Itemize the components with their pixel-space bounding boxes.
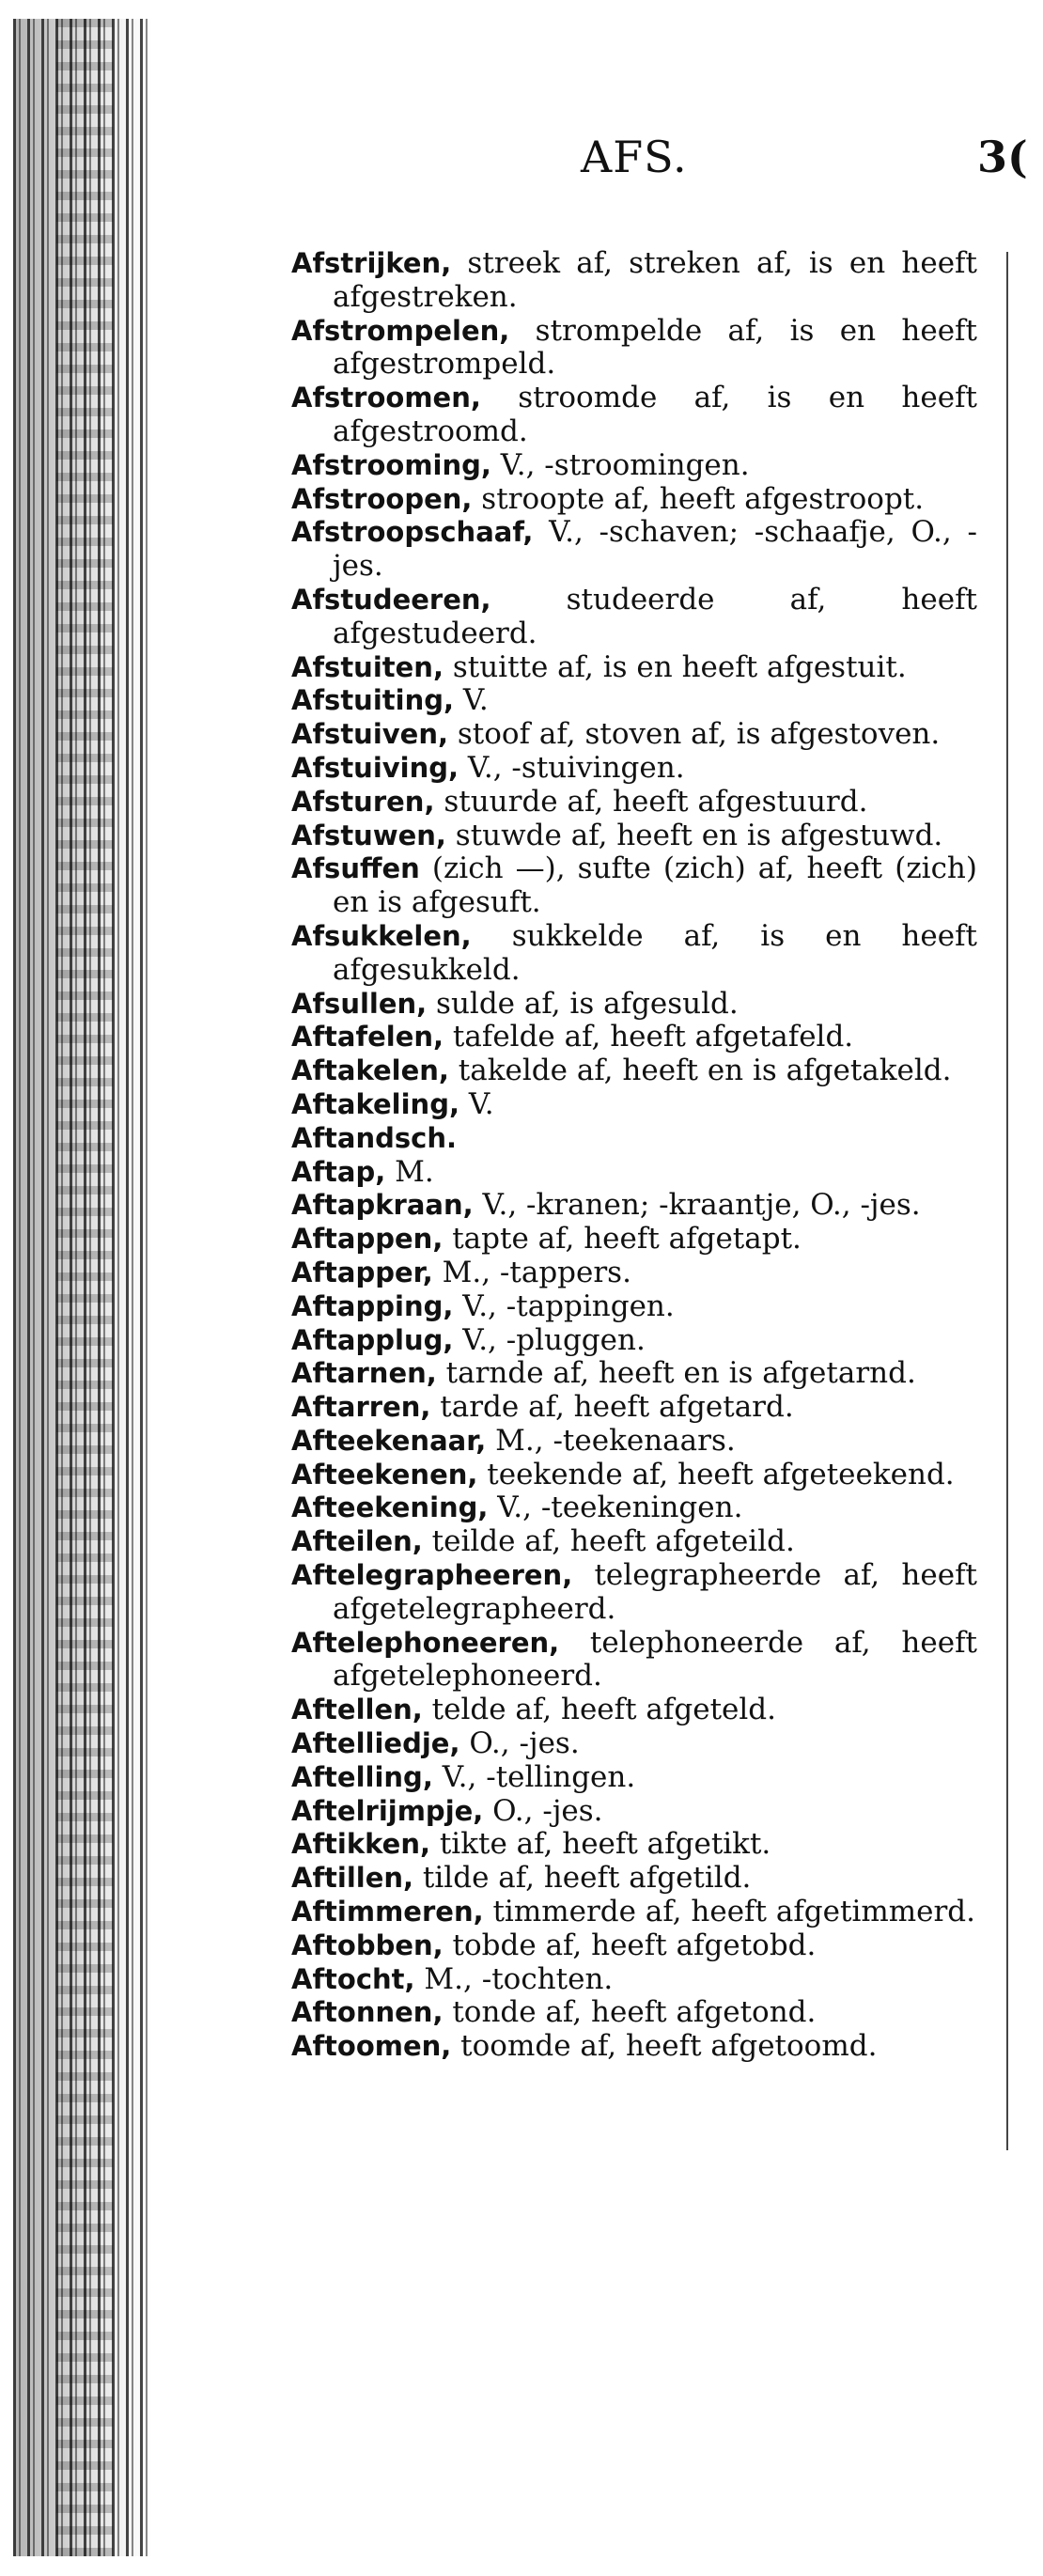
entry-definition: telde af, heeft afgeteld. (422, 1693, 776, 1727)
entry-headword: Aftapper, (291, 1256, 433, 1288)
entry-definition: telephoneerde af, heeft afgetelephoneerd. (333, 1625, 977, 1694)
entry-headword: Afstuiten, (291, 650, 444, 683)
entry-headword: Aftappen, (291, 1223, 444, 1256)
dictionary-entry (291, 1491, 977, 1525)
entry-definition: V., -tellingen. (432, 1759, 636, 1794)
dictionary-entry (291, 1021, 977, 1054)
dictionary-entry (291, 1324, 977, 1358)
entry-headword: Aftafelen, (291, 1021, 444, 1054)
entry-definition: streek af, streken af, is en heeft afgestreken. (333, 246, 977, 314)
dictionary-entry (291, 2030, 977, 2064)
entry-headword: Aftandsch. (291, 1121, 458, 1154)
entry-definition: V. (459, 1086, 494, 1121)
dictionary-entry (291, 852, 977, 920)
dictionary-entry (291, 382, 977, 449)
entry-headword: Aftelephoneeren, (291, 1626, 560, 1659)
entry-headword: Aftapping, (291, 1289, 454, 1322)
page-number: 3( (977, 132, 1028, 182)
entry-definition: tapte af, heeft afgetapt. (443, 1222, 802, 1257)
entry-definition: O., -jes. (459, 1726, 580, 1761)
entry-definition: M., -tappers. (432, 1255, 631, 1289)
entry-definition: strompelde af, is en heeft afgestrompeld. (333, 313, 977, 382)
entry-headword: Aftobben, (291, 1928, 444, 1961)
dictionary-entry (291, 1290, 977, 1324)
dictionary-entry (291, 1459, 977, 1492)
entry-definition: takelde af, heeft en is afgetakeld. (448, 1054, 952, 1088)
entry-definition: V., -pluggen. (453, 1322, 646, 1357)
entry-definition: toomde af, heeft afgetoomd. (451, 2029, 878, 2064)
entry-headword: Afstudeeren, (291, 583, 491, 616)
entry-definition: tobde af, heeft afgetobd. (443, 1928, 817, 1962)
entry-headword: Afsullen, (291, 987, 428, 1020)
entry-headword: Aftapkraan, (291, 1189, 474, 1222)
entry-headword: Afstuiving, (291, 751, 459, 784)
entry-definition: stoof af, stoven af, is afgestoven. (448, 717, 941, 752)
entry-headword: Afteilen, (291, 1525, 423, 1558)
dictionary-entry (291, 1425, 977, 1459)
entry-headword: Aftikken, (291, 1828, 430, 1861)
entry-headword: Aftelrijmpje, (291, 1794, 484, 1827)
dictionary-entry (291, 1694, 977, 1727)
entry-headword: Aftelliedje, (291, 1727, 460, 1760)
entry-definition: stuwde af, heeft en is afgestuwd. (445, 818, 943, 852)
entry-definition: tafelde af, heeft afgetafeld. (444, 1020, 854, 1054)
page-header (0, 132, 1043, 188)
dictionary-entry (291, 1828, 977, 1862)
entry-headword: Afstrompelen, (291, 314, 510, 347)
entry-headword: Afstroomen, (291, 382, 481, 414)
dictionary-entry (291, 483, 977, 517)
entry-headword: Afsturen, (291, 785, 435, 818)
entry-headword: Afstuiven, (291, 718, 449, 751)
dictionary-entry (291, 1996, 977, 2030)
entry-definition: stuurde af, heeft afgestuurd. (434, 784, 868, 819)
entry-definition: V., -stuivingen. (459, 750, 685, 785)
entry-definition: (zich —), sufte (zich) af, heeft (zich) en is afgesuft. (333, 851, 977, 920)
entry-headword: Afteekening, (291, 1491, 489, 1524)
dictionary-entry (291, 1357, 977, 1391)
entry-headword: Afteekenaar, (291, 1424, 487, 1457)
dictionary-entry (291, 786, 977, 820)
dictionary-entry (291, 584, 977, 651)
entry-headword: Afsuffen (291, 852, 420, 885)
entry-definition: M., -tochten. (414, 1961, 614, 1996)
dictionary-entry (291, 1727, 977, 1761)
entry-headword: Afstuiting, (291, 684, 454, 717)
dictionary-entry (291, 315, 977, 382)
dictionary-entry (291, 247, 977, 315)
dictionary-entry (291, 1054, 977, 1088)
entry-definition: tilde af, heeft afgetild. (413, 1861, 752, 1896)
dictionary-entry (291, 1559, 977, 1627)
dictionary-entry (291, 1929, 977, 1963)
dictionary-entry (291, 1122, 977, 1156)
page-binding-shadow (56, 19, 113, 2556)
dictionary-entry (291, 752, 977, 786)
entry-headword: Aftakeling, (291, 1087, 459, 1120)
section-title: AFS. (581, 132, 688, 182)
dictionary-entry (291, 449, 977, 483)
entry-definition: teilde af, heeft afgeteild. (422, 1524, 795, 1559)
entry-headword: Aftelegrapheeren, (291, 1559, 573, 1592)
entry-headword: Aftellen, (291, 1694, 423, 1726)
dictionary-entry (291, 1223, 977, 1257)
entry-headword: Afsukkelen, (291, 919, 472, 952)
entry-definition: tarde af, heeft afgetard. (430, 1390, 794, 1425)
entry-headword: Afstrijken, (291, 247, 452, 279)
entry-headword: Aftonnen, (291, 1996, 444, 2029)
dictionary-entry (291, 1627, 977, 1694)
entry-headword: Afstuwen, (291, 819, 446, 851)
entry-definition: studeerde af, heeft afgestudeerd. (333, 582, 977, 650)
entry-definition: tonde af, heeft afgetond. (443, 1995, 817, 2030)
entry-headword: Aftillen, (291, 1862, 414, 1895)
entry-definition: O., -jes. (483, 1793, 603, 1828)
dictionary-entry (291, 1963, 977, 1997)
entry-headword: Aftelling, (291, 1760, 433, 1793)
entry-definition: V. (454, 683, 489, 718)
entry-definition: tikte af, heeft afgetikt. (430, 1827, 771, 1862)
dictionary-entry (291, 718, 977, 752)
entry-definition: stroomde af, is en heeft afgestroomd. (333, 381, 977, 448)
dictionary-entry (291, 1189, 977, 1223)
entry-definition: V., -stroomingen. (490, 447, 750, 482)
dictionary-entry (291, 1862, 977, 1896)
entry-definition: stroopte af, heeft afgestroopt. (472, 481, 925, 516)
entry-headword: Aftarren, (291, 1391, 431, 1424)
dictionary-entry (291, 1761, 977, 1795)
entry-headword: Aftapplug, (291, 1323, 454, 1356)
entry-headword: Aftimmeren, (291, 1896, 484, 1928)
entry-headword: Afstroopen, (291, 482, 473, 515)
entry-definition: V., -tappingen. (453, 1288, 675, 1323)
entry-headword: Afstroopschaaf, (291, 516, 534, 549)
entry-headword: Aftarnen, (291, 1357, 437, 1390)
column-rule (1006, 252, 1008, 2150)
entry-definition: timmerde af, heeft afgetimmerd. (483, 1895, 976, 1929)
dictionary-entry (291, 1896, 977, 1929)
dictionary-entry (291, 1391, 977, 1425)
entry-definition: tarnde af, heeft en is afgetarnd. (436, 1356, 916, 1391)
dictionary-entry (291, 988, 977, 1022)
dictionary-entry (291, 684, 977, 718)
entry-headword: Afteekenen, (291, 1458, 478, 1491)
dictionary-entry (291, 651, 977, 685)
dictionary-entry (291, 516, 977, 584)
entry-definition: M. (385, 1154, 434, 1189)
dictionary-column (291, 247, 977, 2064)
dictionary-entry (291, 1156, 977, 1190)
dictionary-entry (291, 1525, 977, 1559)
entry-definition: teekende af, heeft afgeteekend. (477, 1457, 955, 1491)
dictionary-entry (291, 1257, 977, 1290)
entry-definition: V., -schaven; -schaafje, O., -jes. (333, 515, 977, 584)
entry-headword: Aftap, (291, 1155, 386, 1188)
entry-headword: Aftoomen, (291, 2030, 452, 2063)
entry-headword: Aftocht, (291, 1962, 415, 1995)
dictionary-entry (291, 920, 977, 988)
entry-definition: M., -teekenaars. (486, 1423, 736, 1458)
entry-headword: Afstrooming, (291, 448, 491, 481)
dictionary-entry (291, 1795, 977, 1829)
entry-definition: sukkelde af, is en heeft afgesukkeld. (333, 918, 977, 987)
entry-definition: V., -teekeningen. (488, 1491, 743, 1525)
entry-definition: V., -kranen; -kraantje, O., -jes. (473, 1188, 921, 1223)
entry-definition: telegrapheerde af, heeft afgetelegrapheerd. (333, 1558, 977, 1626)
dictionary-entry (291, 820, 977, 853)
entry-definition: sulde af, is afgesuld. (427, 986, 739, 1021)
dictionary-entry (291, 1088, 977, 1122)
entry-definition: stuitte af, is en heeft afgestuit. (443, 649, 907, 684)
entry-headword: Aftakelen, (291, 1054, 449, 1087)
